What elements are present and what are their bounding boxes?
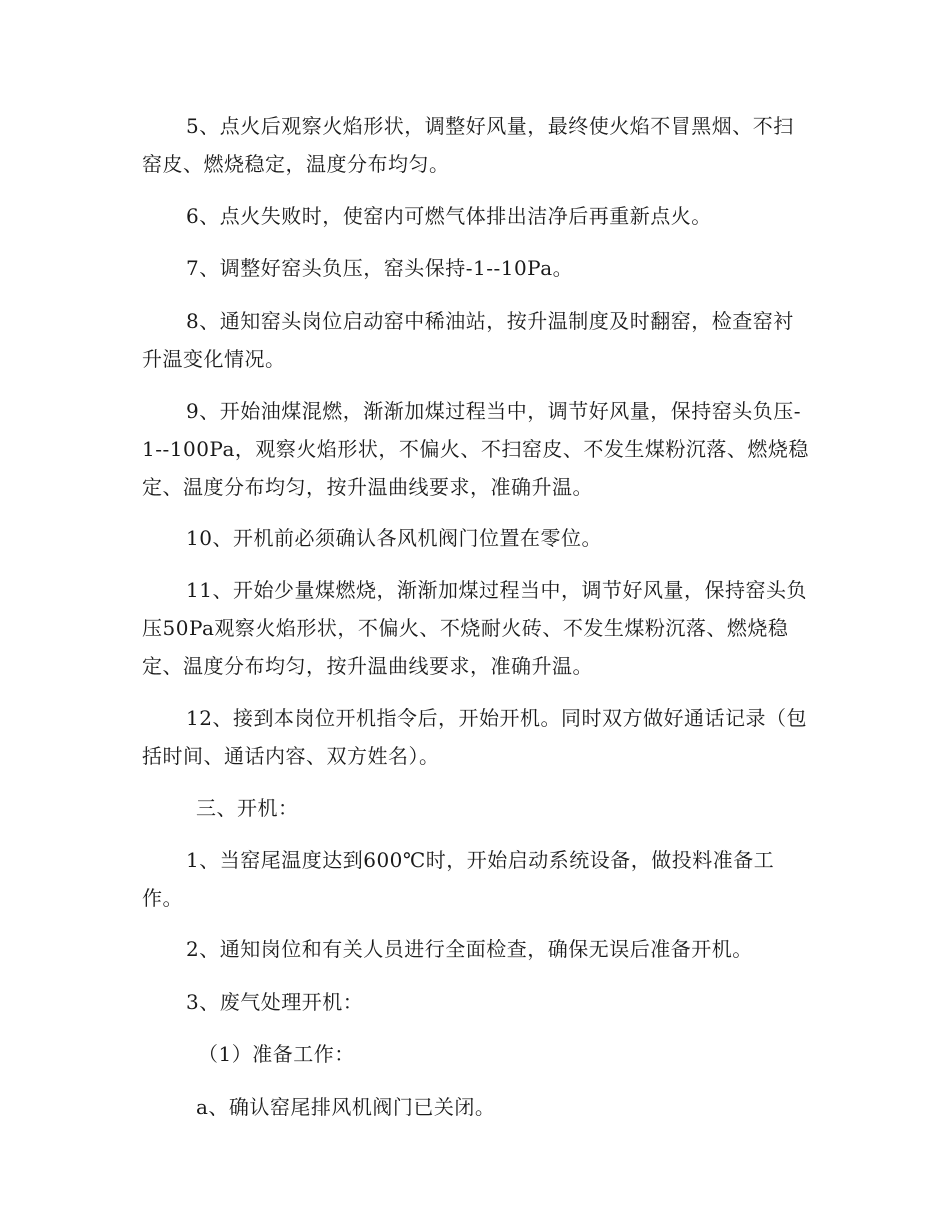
paragraph-item-a: a、确认窑尾排风机阀门已关闭。 [196,1095,496,1119]
paragraph-start-step-1: 1、当窑尾温度达到600℃时，开始启动系统设备，做投料准备工作。 [142,848,775,910]
paragraph-step-12: 12、接到本岗位开机指令后，开始开机。同时双方做好通话记录（包括时间、通话内容、双方姓名）。 [142,706,807,768]
section-heading-start: 三、开机： [196,796,299,820]
subheading-preparation: （1）准备工作： [198,1042,355,1066]
paragraph-step-6: 6、点火失败时，使窑内可燃气体排出洁净后再重新点火。 [186,204,712,228]
paragraph-start-step-3: 3、废气处理开机： [186,990,364,1014]
paragraph-step-5: 5、点火后观察火焰形状，调整好风量，最终使火焰不冒黑烟、不扫窑皮、燃烧稳定，温度分布均匀。 [142,114,794,176]
paragraph-step-11: 11、开始少量煤燃烧，渐渐加煤过程当中，调节好风量，保持窑头负压50Pa观察火焰形状，不偏火、不烧耐火砖、不发生煤粉沉落、燃烧稳定、温度分布均匀，按升温曲线要求，准确升温。 [142,578,807,678]
paragraph-step-8: 8、通知窑头岗位启动窑中稀油站，按升温制度及时翻窑，检查窑衬升温变化情况。 [142,309,794,371]
paragraph-start-step-2: 2、通知岗位和有关人员进行全面检查，确保无误后准备开机。 [186,937,753,961]
paragraph-step-10: 10、开机前必须确认各风机阀门位置在零位。 [186,526,602,550]
paragraph-step-7: 7、调整好窑头负压，窑头保持-1--10Pa。 [186,256,574,280]
paragraph-step-9: 9、开始油煤混燃，渐渐加煤过程当中，调节好风量，保持窑头负压-1--100Pa，观察火焰形状，不偏火、不扫窑皮、不发生煤粉沉落、燃烧稳定、温度分布均匀，按升温曲线要求，准确升温。 [142,399,809,499]
